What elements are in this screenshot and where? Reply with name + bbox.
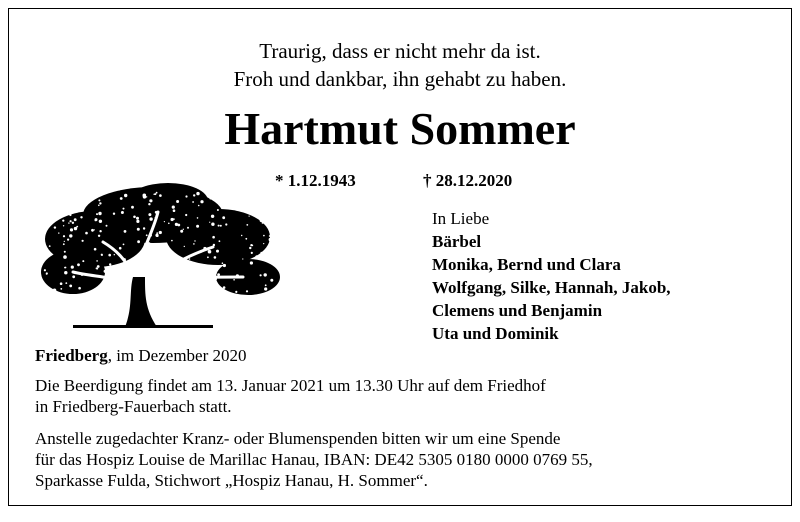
birth-date: * 1.12.1943: [275, 171, 356, 190]
donation-notice: [35, 428, 593, 491]
donation-line-2: für das Hospiz Louise de Marillac Hanau, IBAN: DE42 5305 0180 0000 0769 55,: [35, 450, 593, 469]
place-date-rest: , im Dezember 2020: [107, 346, 247, 365]
obituary-card: [8, 8, 792, 506]
mourner-line: Uta und Dominik: [432, 324, 559, 343]
death-date: † 28.12.2020: [423, 171, 513, 190]
mourner-line: Wolfgang, Silke, Hannah, Jakob,: [432, 278, 671, 297]
donation-line-1: Anstelle zugedachter Kranz- oder Blumenspenden bitten wir um eine Spende: [35, 429, 561, 448]
funeral-line-2: in Friedberg-Fauerbach statt.: [35, 397, 232, 416]
mourner-line: Clemens und Benjamin: [432, 301, 603, 320]
place-city: Friedberg: [35, 346, 108, 365]
place-date: [35, 344, 247, 368]
quote: [9, 37, 791, 93]
mourners-list: [432, 207, 671, 345]
funeral-notice: [35, 375, 546, 417]
mourner-line: Bärbel: [432, 232, 482, 251]
donation-line-3: Sparkasse Fulda, Stichwort „Hospiz Hanau, H. Sommer“.: [35, 471, 428, 490]
mourners-intro: In Liebe: [432, 209, 490, 228]
quote-line-2: Froh und dankbar, ihn gehabt zu haben.: [233, 67, 567, 91]
funeral-line-1: Die Beerdigung findet am 13. Januar 2021 um 13.30 Uhr auf dem Friedhof: [35, 376, 546, 395]
deceased-name: Hartmut Sommer: [224, 103, 576, 154]
quote-line-1: Traurig, dass er nicht mehr da ist.: [259, 39, 541, 63]
mourner-line: Monika, Bernd und Clara: [432, 255, 621, 274]
tree-illustration-icon: [33, 177, 283, 335]
